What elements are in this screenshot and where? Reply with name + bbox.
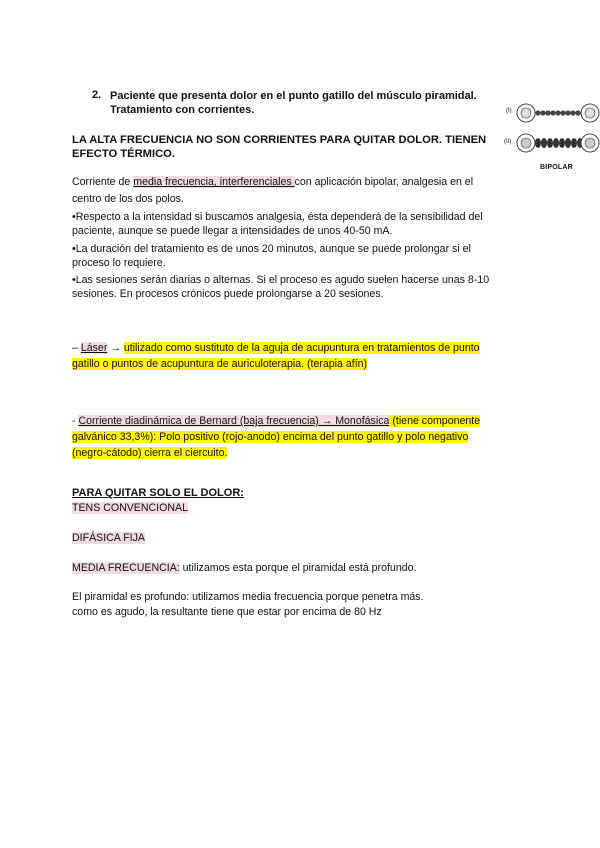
item-2-number: 2. [92,89,102,101]
bullet-line: •Las sesiones serán diarias o alternas. Si el proceso es agudo suelen hacerse unas 8-10 [72,274,490,286]
bullet-line: sesiones. En procesos crónicos puede prolongarse a 20 sesiones. [72,288,384,300]
laser-arrow: → [107,342,124,354]
diadinamica-dash: - [72,415,79,427]
laser-line-2: gatillo o puntos de acupuntura de auriculoterapia. (terapia afín) [72,358,368,370]
electrode-coil-i-icon [516,102,600,124]
media-frecuencia-label: MEDIA FRECUENCIA: [72,562,180,574]
tens-convencional [72,501,188,515]
bullet-intensidad [72,210,512,238]
piramidal-note-line-1: El piramidal es profundo: utilizamos media frecuencia porque penetra más. [72,591,424,603]
tens-convencional-text: TENS CONVENCIONAL [72,502,188,514]
piramidal-note [72,590,522,619]
figure-label-i: (I) [506,108,512,114]
item-2-line-1: Paciente que presenta dolor en el punto gatillo del músculo piramidal. [110,90,477,102]
diadinamica-term: Corriente diadinámica de Bernard (baja frecuencia) → Monofásica [78,415,390,427]
bullet-duracion [72,242,512,270]
corriente-paragraph [72,175,512,206]
media-frecuencia-rest: utilizamos esta porque el piramidal está profundo. [179,562,417,574]
diadinamica-line-3: (negro-cátodo) cierra el ciercuito. [72,447,228,459]
figure-caption: BIPOLAR [540,164,573,171]
laser-line-1: utilizado como sustituto de la aguja de acupuntura en tratamientos de punto [123,342,480,354]
corriente-line-2: centro de los dos polos. [72,193,184,205]
alta-frecuencia-line-2: EFECTO TÉRMICO. [72,148,175,160]
laser-term: Láser [80,342,108,354]
bipolar-figure [500,98,600,178]
diadinamica-line-2: galvánico 33,3%): Polo positivo (rojo-anodo) encima del punto gatillo y polo negativo [72,431,469,443]
bullet-line: •La duración del tratamiento es de unos 20 minutos, aunque se puede prolongar si el [72,243,471,255]
alta-frecuencia-heading [72,133,502,161]
quitar-dolor-heading: PARA QUITAR SOLO EL DOLOR: [72,487,244,499]
laser-dash: – [72,342,81,354]
media-frecuencia-line [72,561,522,575]
corriente-pre: Corriente de [72,176,134,188]
diadinamica-paragraph [72,414,522,460]
laser-paragraph [72,341,512,371]
item-2-title [110,89,510,117]
bullet-line: •Respecto a la intensidad si buscamos analgesia, ésta dependerá de la sensibilidad del [72,211,483,223]
electrode-coil-ii-icon [516,131,600,155]
bullet-line: paciente, aunque se puede llegar a intensidades de unos 40-50 mA. [72,225,393,237]
diadinamica-line-1: (tiene componente [389,415,481,427]
item-2-line-2: Tratamiento con corrientes. [110,104,255,116]
difasica-fija-text: DIFÁSICA FIJA [72,532,145,544]
bullet-sesiones [72,273,512,301]
figure-label-ii: (II) [504,139,512,145]
media-frecuencia-highlight: media frecuencia, interferenciales [133,176,295,188]
corriente-post: con aplicación bipolar, analgesia en el [294,176,474,188]
difasica-fija [72,531,145,545]
bullet-line: proceso lo requiere. [72,257,166,269]
piramidal-note-line-2: como es agudo, la resultante tiene que estar por encima de 80 Hz [72,606,382,618]
alta-frecuencia-line-1: LA ALTA FRECUENCIA NO SON CORRIENTES PARA QUITAR DOLOR. TIENEN [72,134,487,146]
